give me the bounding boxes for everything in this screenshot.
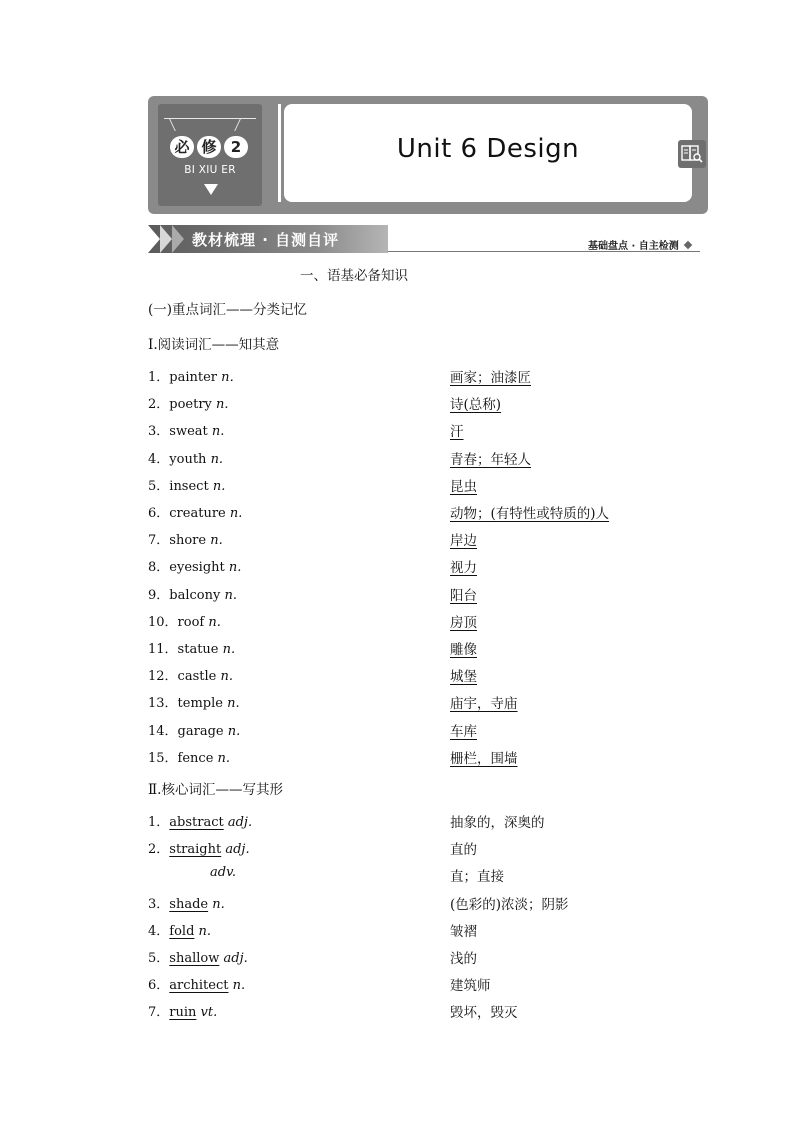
item-number: 7． bbox=[148, 533, 170, 549]
part-of-speech: vt. bbox=[200, 1005, 218, 1021]
vocab-row bbox=[148, 920, 708, 942]
module-badge bbox=[158, 104, 262, 206]
vocab-meaning: 昆虫 bbox=[450, 478, 477, 495]
part-of-speech: n. bbox=[210, 533, 223, 549]
item-number: 10． bbox=[148, 614, 178, 630]
part-of-speech: n. bbox=[229, 506, 243, 521]
part-of-speech: n. bbox=[222, 642, 236, 657]
vocab-row bbox=[148, 366, 708, 388]
vocab-row bbox=[148, 893, 708, 915]
part-of-speech: n. bbox=[198, 923, 212, 939]
part1-title: Ⅰ.阅读词汇——知其意 bbox=[148, 337, 280, 353]
vocab-row bbox=[148, 638, 708, 660]
part-of-speech: adj. bbox=[225, 842, 250, 858]
vocab-word: creature bbox=[169, 506, 226, 521]
vocab-entry bbox=[148, 556, 241, 575]
vocab-word: abstract bbox=[169, 815, 224, 830]
vocab-word: fold bbox=[169, 923, 195, 939]
section-title: 教材梳理 · 自测自评 bbox=[192, 231, 340, 249]
vocab-entry bbox=[148, 920, 211, 939]
part-of-speech: n. bbox=[212, 896, 225, 912]
vocab-entry bbox=[148, 1001, 217, 1020]
vocab-row bbox=[148, 529, 708, 551]
item-number: 2． bbox=[148, 397, 170, 413]
unit-banner bbox=[148, 96, 708, 214]
vocab-row bbox=[148, 420, 708, 442]
section-header-bar bbox=[148, 225, 388, 253]
vocab-meaning: 青春；年轻人 bbox=[450, 451, 531, 468]
part-of-speech: n. bbox=[208, 614, 221, 630]
vocab-meaning: 抽象的，深奥的 bbox=[450, 815, 545, 831]
title-box bbox=[284, 104, 692, 202]
section-right-text: 基础盘点 · 自主检测 bbox=[588, 241, 679, 252]
item-number: 5． bbox=[148, 478, 170, 494]
badge-ornament bbox=[164, 118, 256, 137]
vocab-row bbox=[148, 720, 708, 742]
vocab-row bbox=[148, 665, 708, 687]
part-of-speech: n. bbox=[224, 587, 237, 603]
vocab-entry bbox=[148, 420, 224, 439]
vocab-entry bbox=[148, 584, 237, 603]
part-of-speech: n. bbox=[228, 560, 242, 576]
vocab-meaning: 皱褶 bbox=[450, 923, 477, 940]
vocab-word: balcony bbox=[169, 587, 221, 603]
vocab-word: fence bbox=[177, 750, 214, 766]
item-number: 4． bbox=[148, 923, 170, 939]
vocab-word: castle bbox=[177, 669, 217, 685]
part-of-speech: n． bbox=[221, 370, 243, 385]
vocab-entry bbox=[148, 448, 223, 467]
vocab-row bbox=[148, 393, 708, 415]
badge-characters bbox=[170, 136, 248, 158]
badge-triangle-icon bbox=[204, 184, 218, 195]
vocab-entry bbox=[148, 529, 223, 548]
vocab-meaning: 画家；油漆匠 bbox=[450, 370, 531, 386]
vocab-entry bbox=[148, 692, 240, 711]
vocab-row bbox=[148, 747, 708, 769]
vocab-row bbox=[148, 692, 708, 714]
part-of-speech: adj. bbox=[223, 951, 248, 966]
vocab-entry bbox=[148, 502, 242, 521]
vocab-meaning: 岸边 bbox=[450, 533, 477, 550]
vocab-row bbox=[148, 838, 708, 860]
vocab-entry bbox=[148, 747, 230, 766]
vocab-entry bbox=[148, 638, 235, 657]
part-of-speech: n. bbox=[227, 696, 240, 712]
vocab-meaning: 视力 bbox=[450, 560, 477, 577]
item-number: 12． bbox=[148, 669, 178, 685]
chevron-right-icon bbox=[160, 225, 172, 253]
item-number: 8． bbox=[148, 560, 170, 576]
vocab-word: garage bbox=[177, 723, 224, 739]
vocab-word: straight bbox=[169, 842, 222, 858]
vocab-row bbox=[148, 811, 708, 833]
item-number: 9． bbox=[148, 587, 170, 603]
vocab-meaning: 建筑师 bbox=[450, 978, 491, 995]
item-number: 4． bbox=[148, 451, 170, 467]
part-of-speech: n. bbox=[210, 451, 224, 467]
vocab-meaning: 汗 bbox=[450, 424, 464, 441]
vocab-word: insect bbox=[169, 478, 209, 494]
vocab-meaning: 栅栏，围墙 bbox=[450, 750, 518, 767]
vocab-word: ruin bbox=[169, 1005, 197, 1021]
vocab-meaning: 毁坏，毁灭 bbox=[450, 1005, 518, 1022]
part-of-speech: n. bbox=[217, 750, 231, 766]
vocab-row bbox=[148, 584, 708, 606]
main-heading: 一、语基必备知识 bbox=[300, 268, 408, 284]
item-number: 5． bbox=[148, 951, 170, 966]
badge-char: 修 bbox=[197, 136, 221, 158]
vocab-word: shallow bbox=[169, 951, 220, 966]
item-number: 2． bbox=[148, 842, 170, 858]
vocab-row bbox=[148, 1001, 708, 1023]
part-of-speech: n. bbox=[220, 669, 233, 685]
vocab-meaning: 浅的 bbox=[450, 951, 477, 967]
item-number: 13． bbox=[148, 696, 178, 712]
vocab-word: shore bbox=[169, 533, 207, 549]
badge-subtitle: BI XIU ER bbox=[184, 164, 236, 176]
vocab-meaning: 房顶 bbox=[450, 614, 477, 631]
badge-char: 必 bbox=[170, 136, 194, 158]
item-number: 7． bbox=[148, 1005, 170, 1021]
vocab-word: youth bbox=[169, 451, 207, 467]
vocab-meaning: 诗(总称) bbox=[450, 397, 502, 414]
vocab-entry bbox=[148, 947, 248, 966]
vocab-meaning: 直；直接 bbox=[450, 869, 504, 886]
item-number: 6． bbox=[148, 506, 170, 521]
vocab-entry bbox=[210, 865, 236, 880]
vocab-entry bbox=[148, 838, 250, 857]
vocab-word: roof bbox=[177, 614, 205, 630]
vocab-meaning: 雕像 bbox=[450, 642, 477, 658]
vocab-entry bbox=[148, 665, 233, 684]
unit-title: Unit 6 Design bbox=[396, 134, 580, 164]
item-number: 11． bbox=[148, 642, 178, 657]
vocab-word: painter bbox=[169, 370, 218, 385]
vocab-row bbox=[148, 947, 708, 969]
badge-char: 2 bbox=[224, 136, 248, 158]
vocab-entry bbox=[148, 893, 225, 912]
part-of-speech: adv. bbox=[210, 865, 237, 881]
vocab-row bbox=[148, 502, 708, 524]
item-number: 1． bbox=[148, 370, 170, 385]
vocab-meaning: 直的 bbox=[450, 842, 477, 859]
vocab-meaning: 车库 bbox=[450, 723, 477, 740]
vocab-entry bbox=[148, 366, 243, 385]
vocab-row bbox=[148, 475, 708, 497]
vocab-meaning: (色彩的)浓淡；阴影 bbox=[450, 896, 569, 913]
section-right-label bbox=[588, 237, 691, 252]
vocab-row bbox=[148, 974, 708, 996]
vocab-meaning: 阳台 bbox=[450, 587, 477, 604]
vocab-word: eyesight bbox=[169, 560, 225, 576]
vocab-word: temple bbox=[177, 696, 223, 712]
vocab-word: architect bbox=[169, 978, 229, 994]
chevron-right-icon bbox=[172, 225, 184, 253]
part-of-speech: n. bbox=[232, 978, 246, 994]
book-search-icon bbox=[678, 140, 706, 168]
vocab-entry bbox=[148, 974, 245, 993]
part-of-speech: n. bbox=[227, 723, 241, 739]
vocab-meaning: 城堡 bbox=[450, 669, 477, 686]
item-number: 14． bbox=[148, 723, 178, 739]
part2-title: Ⅱ.核心词汇——写其形 bbox=[148, 782, 283, 798]
vocab-row bbox=[148, 611, 708, 633]
vocab-meaning: 动物；(有特性或特质的)人 bbox=[450, 506, 610, 522]
vocab-word: sweat bbox=[169, 424, 208, 440]
part-of-speech: n. bbox=[216, 397, 229, 413]
vocab-word: shade bbox=[169, 896, 209, 912]
vocab-entry bbox=[148, 811, 252, 830]
vocab-row bbox=[148, 448, 708, 470]
chevron-right-icon bbox=[148, 225, 160, 253]
vocab-entry bbox=[148, 720, 240, 739]
vocab-word: poetry bbox=[169, 397, 212, 413]
vocab-row bbox=[148, 865, 708, 887]
part-of-speech: n. bbox=[211, 424, 225, 440]
part-of-speech: adj. bbox=[227, 815, 253, 830]
vocab-entry bbox=[148, 611, 221, 630]
vocab-entry bbox=[148, 475, 225, 494]
vocab-word: statue bbox=[177, 642, 219, 657]
item-number: 3． bbox=[148, 424, 170, 440]
diamond-icon bbox=[684, 241, 692, 249]
item-number: 1． bbox=[148, 815, 170, 830]
item-number: 3． bbox=[148, 896, 170, 912]
item-number: 6． bbox=[148, 978, 170, 994]
part-of-speech: n. bbox=[212, 478, 226, 494]
vocab-row bbox=[148, 556, 708, 578]
vocab-entry bbox=[148, 393, 229, 412]
subheading: (一)重点词汇——分类记忆 bbox=[148, 302, 308, 318]
item-number: 15． bbox=[148, 750, 178, 766]
vocab-meaning: 庙宇，寺庙 bbox=[450, 696, 518, 713]
